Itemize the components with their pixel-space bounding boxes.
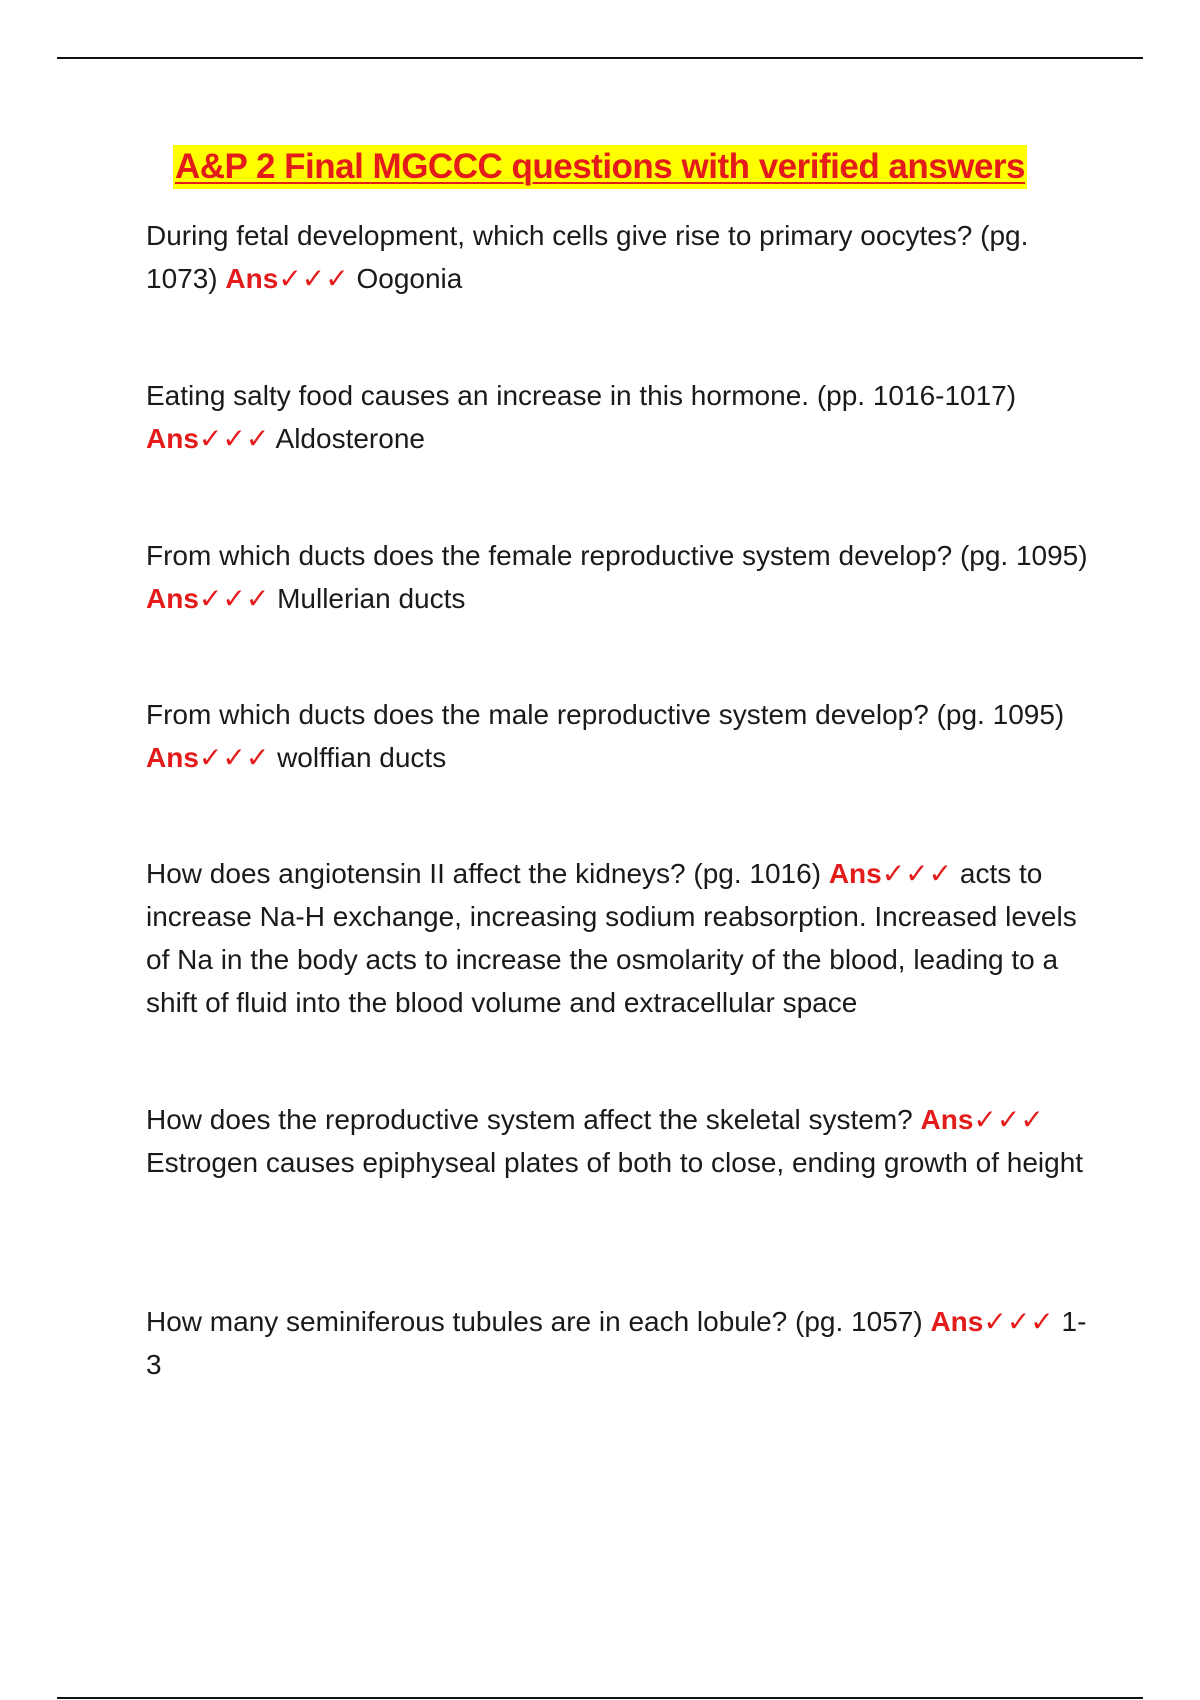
answer-label: Ans <box>930 1306 984 1337</box>
qa-item-5 <box>146 852 1096 1024</box>
answer-label: Ans <box>146 423 199 454</box>
qa-item-6 <box>146 1098 1096 1184</box>
question-text: From which ducts does the female reproductive system develop? (pg. 1095) <box>146 540 1088 571</box>
check-marks-icon: ✓✓✓ <box>278 263 349 294</box>
answer-label: Ans <box>146 742 199 773</box>
question-text: How does angiotensin II affect the kidneys? (pg. 1016) <box>146 858 822 889</box>
qa-item-3 <box>146 534 1096 620</box>
qa-item-1 <box>146 214 1096 300</box>
check-marks-icon: ✓✓✓ <box>198 423 270 454</box>
answer-label: Ans <box>225 263 279 294</box>
qa-item-4 <box>146 693 1096 779</box>
question-text: During fetal development, which cells give rise to primary oocytes? (pg. 1073) <box>146 220 1029 294</box>
check-marks-icon: ✓✓✓ <box>198 742 270 773</box>
answer-text: Estrogen causes epiphyseal plates of both to close, ending growth of height <box>146 1147 1084 1178</box>
answer-text: Mullerian ducts <box>277 583 466 614</box>
check-marks-icon: ✓✓✓ <box>198 583 270 614</box>
answer-text: Aldosterone <box>275 423 425 454</box>
answer-label: Ans <box>828 858 882 889</box>
question-text: Eating salty food causes an increase in this hormone. (pp. 1016-1017) <box>146 380 1017 411</box>
qa-item-2 <box>146 374 1096 460</box>
document-title: A&P 2 Final MGCCC questions with verified answers <box>173 145 1027 189</box>
answer-text: wolffian ducts <box>277 742 447 773</box>
question-text: From which ducts does the male reproductive system develop? (pg. 1095) <box>146 699 1065 730</box>
check-marks-icon: ✓✓✓ <box>983 1306 1054 1337</box>
check-marks-icon: ✓✓✓ <box>973 1104 1044 1135</box>
top-rule <box>57 57 1143 59</box>
answer-text: 1-3 <box>146 1306 1087 1380</box>
title-container <box>0 145 1200 189</box>
answer-text: Oogonia <box>356 263 463 294</box>
answer-label: Ans <box>146 583 199 614</box>
check-marks-icon: ✓✓✓ <box>881 858 953 889</box>
qa-item-7 <box>146 1300 1096 1386</box>
answer-text: acts to increase Na-H exchange, increasing sodium reabsorption. Increased levels of Na in the body acts to increase the osmolarity of the blood, leading to a shift of fluid into the blood volume and extracellular space <box>146 858 1077 1018</box>
question-text: How many seminiferous tubules are in each lobule? (pg. 1057) <box>146 1306 923 1337</box>
bottom-rule <box>57 1697 1143 1699</box>
answer-label: Ans <box>920 1104 974 1135</box>
question-text: How does the reproductive system affect the skeletal system? <box>146 1104 913 1135</box>
